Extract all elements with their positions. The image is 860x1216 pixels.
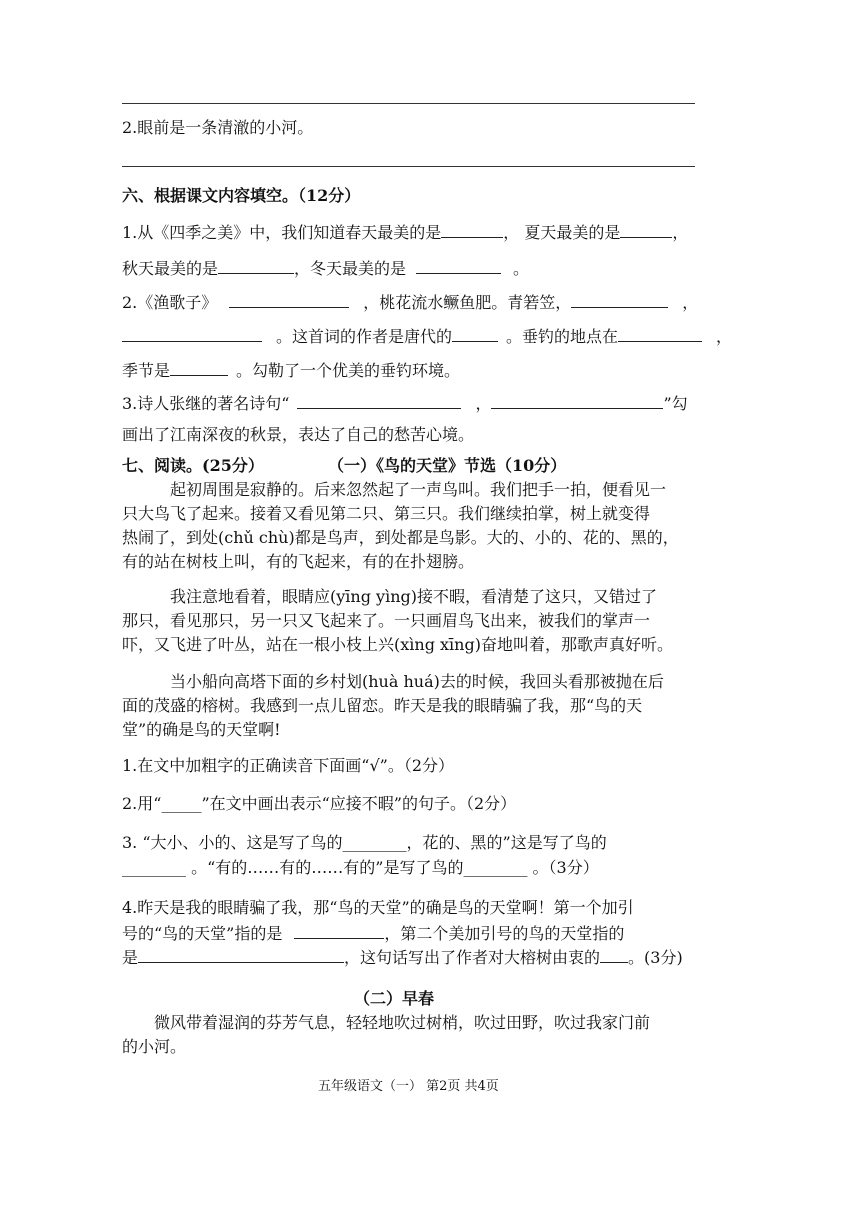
text: ”勾 (663, 394, 688, 413)
text: 是 (122, 948, 139, 967)
reading-question-3-line-2: ________ 。“有的……有的……有的”是写了鸟的________ 。（3分） (122, 858, 599, 877)
reading-1-title: （一）《鸟的天堂》节选（10分） (328, 456, 567, 475)
blank-place[interactable] (618, 323, 702, 342)
answer-line-2[interactable] (122, 166, 695, 167)
text: ， 夏天最美的是 (503, 223, 621, 242)
passage-1-line-4: 有的站在树枝上叫，有的飞起来，有的在扑翅膀。 (122, 552, 475, 571)
passage-1-line-1: 起初周围是寂静的。后来忽然起了一声鸟叫。我们把手一拍，便看见一 (170, 480, 667, 499)
q6-sentence-3-line-2: 画出了江南深夜的秋景，表达了自己的愁苦心境。 (122, 425, 475, 444)
text: ， (716, 327, 733, 346)
blank-feeling[interactable] (600, 944, 628, 963)
blank-author[interactable] (452, 323, 498, 342)
text: ， (475, 394, 492, 413)
text: 。勾勒了一个优美的垂钓环境。 (236, 361, 461, 380)
passage-2-line-2: 那只，看见那只，另一只又飞起来了。一只画眉鸟飞出来，被我们的掌声一 (122, 611, 651, 630)
section-7-heading: 七、阅读。(25分） (122, 456, 264, 475)
blank-winter[interactable] (416, 255, 501, 274)
q6-sentence-2-line-2 (122, 323, 732, 349)
text: 季节是 (122, 361, 171, 380)
q6-sentence-1-line-1 (122, 219, 688, 245)
reading-2-title: （二）早春 (354, 989, 435, 1008)
blank-poem-line-2[interactable] (571, 289, 668, 308)
blank-spring[interactable] (441, 219, 503, 238)
passage-3-line-1: 当小船向高塔下面的乡村划(huà huá)去的时候，我回头看那被抛在后 (170, 672, 664, 691)
text: ，冬天最美的是 (294, 259, 407, 278)
text: ，第二个美加引号的鸟的天堂指的 (384, 924, 625, 943)
text: ，桃花流水鳜鱼肥。青箬笠， (363, 293, 572, 312)
blank-autumn[interactable] (218, 255, 294, 274)
passage-1-line-2: 只大鸟飞了起来。接着又看见第二只、第三只。我们继续拍掌，树上就变得 (122, 504, 651, 523)
blank-poem-line-3[interactable] (122, 323, 262, 342)
page-footer: 五年级语文（一） 第2页 共4页 (318, 1079, 499, 1094)
q6-sentence-1-line-2 (122, 255, 529, 281)
text: 2.《渔歌子》 (122, 293, 218, 312)
blank-first-heaven[interactable] (294, 920, 384, 939)
text: ，这句话写出了作者对大榕树由衷的 (344, 948, 601, 967)
passage-4-line-1: 微风带着湿润的芬芳气息，轻轻地吹过树梢，吹过田野，吹过我家门前 (154, 1013, 651, 1032)
text: 秋天最美的是 (122, 259, 219, 278)
answer-line-1[interactable] (122, 103, 695, 104)
passage-2-line-3: 吓，又飞进了叶丛，站在一根小枝上兴(xìng xīng)奋地叫着，那歌声真好听。 (122, 635, 673, 654)
text: 。 (513, 259, 530, 278)
blank-summer[interactable] (620, 219, 672, 238)
q6-sentence-2-line-3 (122, 357, 460, 383)
text: 。这首词的作者是唐代的 (276, 327, 453, 346)
q6-sentence-3-line-1 (122, 390, 688, 416)
blank-verse-1[interactable] (297, 390, 461, 409)
blank-season[interactable] (170, 357, 228, 376)
text: 号的“鸟的天堂”指的是 (122, 924, 283, 943)
text: 3.诗人张继的著名诗句“ (122, 394, 290, 413)
q5-item-2: 2.眼前是一条清澈的小河。 (122, 118, 314, 137)
text: 。(3分) (628, 948, 683, 967)
section-6-heading: 六、根据课文内容填空。（12分） (122, 186, 361, 205)
text: ， (682, 293, 699, 312)
blank-verse-2[interactable] (491, 390, 663, 409)
reading-question-1: 1.在文中加粗字的正确读音下面画“√”。（2分） (122, 756, 455, 775)
text: ， (672, 223, 689, 242)
text: 。垂钓的地点在 (506, 327, 619, 346)
passage-2-line-1: 我注意地看着，眼睛应(yīng yìng)接不暇，看清楚了这只，又错过了 (170, 587, 657, 606)
q6-sentence-2-line-1 (122, 289, 698, 315)
reading-question-4-line-1: 4.昨天是我的眼睛骗了我，那“鸟的天堂”的确是鸟的天堂啊！第一个加引 (122, 898, 634, 917)
reading-question-4-line-2 (122, 920, 624, 946)
passage-1-line-3: 热闹了，到处(chǔ chù)都是鸟声，到处都是鸟影。大的、小的、花的、黑的， (122, 528, 679, 547)
passage-3-line-2: 面的茂盛的榕树。我感到一点儿留恋。昨天是我的眼睛骗了我，那“鸟的天 (122, 696, 643, 715)
blank-second-heaven[interactable] (138, 944, 344, 963)
passage-3-line-3: 堂”的确是鸟的天堂啊! (122, 720, 281, 739)
reading-question-2: 2.用“_____”在文中画出表示“应接不暇”的句子。（2分） (122, 794, 517, 813)
reading-question-3-line-1: 3. “大小、小的、这是写了鸟的________，花的、黑的”这是写了鸟的 (122, 833, 607, 852)
reading-question-4-line-3 (122, 944, 683, 970)
blank-poem-line-1[interactable] (229, 289, 349, 308)
text: 1.从《四季之美》中，我们知道春天最美的是 (122, 223, 442, 242)
passage-4-line-2: 的小河。 (122, 1037, 187, 1056)
